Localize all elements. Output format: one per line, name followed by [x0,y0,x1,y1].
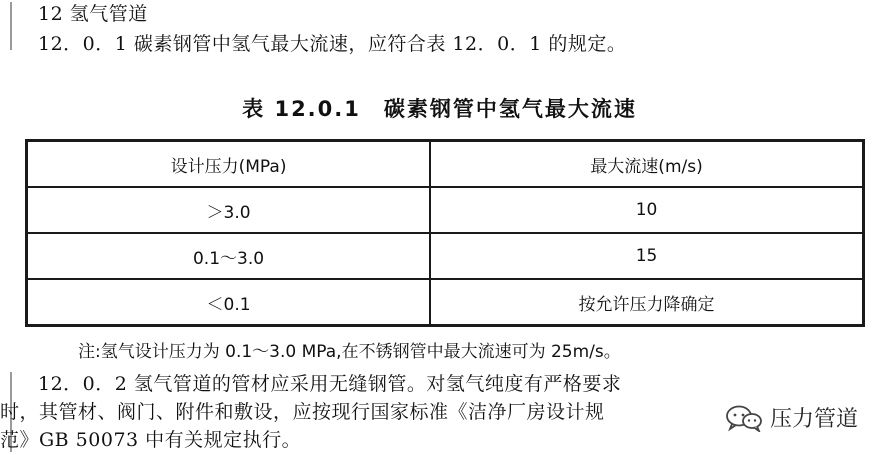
flow-velocity-table [25,139,865,327]
cell-pressure: ＞3.0 [27,187,431,233]
cell-velocity: 15 [430,233,863,279]
watermark-text: 压力管道 [770,407,859,432]
table-header-row [27,141,864,188]
cell-pressure: ＜0.1 [27,279,431,326]
cell-velocity: 10 [430,187,863,233]
clause-12-0-2-line-2: 时，其管材、阀门、附件和敷设，应按现行国家标准《洁净厂房设计规 [0,401,605,423]
cell-velocity: 按允许压力降确定 [430,279,863,326]
clause-12-0-2-line-1: 12．0．2 氢气管道的管材应采用无缝钢管。对氢气纯度有严格要求 [38,373,622,395]
section-heading: 12 氢气管道 [38,3,148,25]
clause-12-0-1: 12．0．1 碳素钢管中氢气最大流速，应符合表 12．0．1 的规定。 [38,33,627,55]
clause-12-0-2-line-3: 范》GB 50073 中有关规定执行。 [0,429,302,451]
wechat-icon [724,404,764,432]
table-row [27,187,864,233]
cell-pressure: 0.1～3.0 [27,233,431,279]
table-row [27,279,864,326]
table-title: 表 12.0.1 碳素钢管中氢气最大流速 [242,97,637,121]
watermark [724,402,858,433]
table-row [27,233,864,279]
margin-bar-top [10,2,12,50]
table-note: 注:氢气设计压力为 0.1～3.0 MPa,在不锈钢管中最大流速可为 25m/s。 [78,342,621,362]
header-design-pressure: 设计压力(MPa) [27,141,431,188]
header-max-velocity: 最大流速(m/s) [430,141,863,188]
